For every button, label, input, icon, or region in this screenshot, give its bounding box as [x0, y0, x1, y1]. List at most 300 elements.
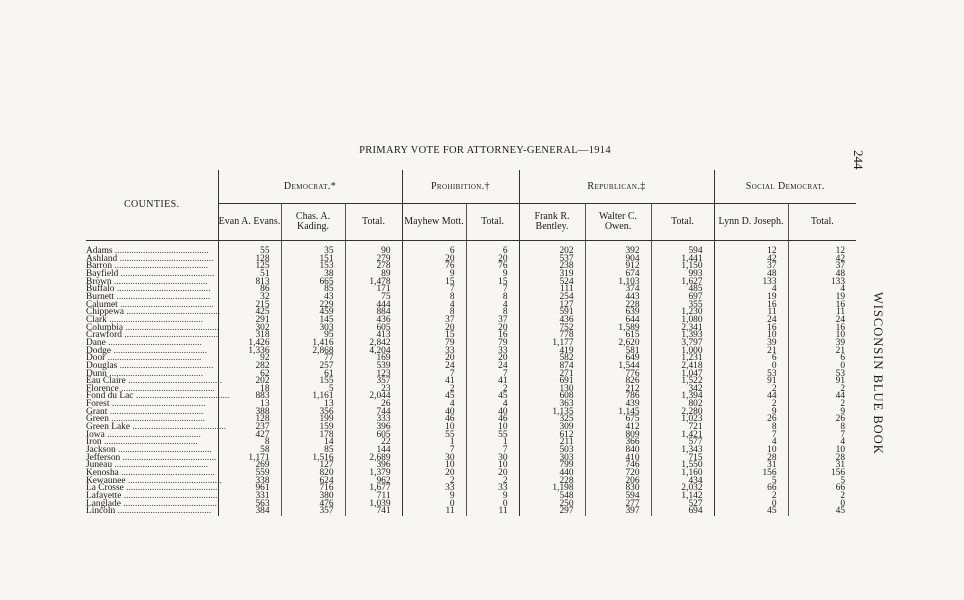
vote-cell: 2: [402, 386, 466, 394]
vote-cell: 12: [714, 241, 788, 256]
vote-cell: 1,000: [651, 348, 714, 356]
vote-cell: 237: [218, 424, 281, 432]
leader-dots: ........................................: [117, 299, 214, 310]
table-row: [86, 508, 856, 516]
vote-cell: 43: [281, 294, 345, 302]
vote-cell: 16: [714, 302, 788, 310]
vote-cell: 90: [345, 241, 402, 256]
vote-cell: 92: [218, 355, 281, 363]
county-name: Barron: [86, 261, 113, 272]
leader-dots: ........................................: [109, 399, 206, 410]
vote-cell: 297: [519, 508, 585, 516]
vote-cell: 39: [714, 340, 788, 348]
leader-dots: ........................................: [115, 506, 212, 517]
vote-cell: 45: [402, 393, 466, 401]
vote-cell: 4: [402, 302, 466, 310]
vote-cell: 20: [466, 355, 519, 363]
vote-cell: 2,620: [585, 340, 651, 348]
leader-dots: ........................................: [122, 322, 220, 333]
vote-cell: 357: [345, 378, 402, 386]
column-header: Total.: [788, 204, 856, 241]
vote-cell: 436: [519, 317, 585, 325]
leader-dots: ........................................: [112, 261, 209, 272]
vote-cell: 76: [466, 263, 519, 271]
vote-cell: 674: [585, 271, 651, 279]
vote-cell: 269: [218, 462, 281, 470]
vote-cell: 171: [345, 286, 402, 294]
vote-cell: 1,135: [519, 409, 585, 417]
vote-cell: 7: [466, 286, 519, 294]
leader-dots: ........................................: [117, 253, 214, 264]
party-header-democrat: Democrat.*: [218, 170, 402, 204]
vote-cell: 303: [519, 455, 585, 463]
county-name: Columbia: [86, 322, 123, 333]
vote-cell: 524: [519, 279, 585, 287]
vote-cell: 48: [714, 271, 788, 279]
vote-cell: 2,044: [345, 393, 402, 401]
vote-cell: 16: [466, 332, 519, 340]
vote-cell: 159: [281, 424, 345, 432]
vote-cell: 799: [519, 462, 585, 470]
vote-cell: 9: [402, 493, 466, 501]
vote-cell: 39: [835, 337, 846, 348]
vote-cell: 0: [402, 501, 466, 509]
vote-cell: 0: [840, 360, 846, 371]
vote-cell: 1,142: [651, 493, 714, 501]
vote-cell: 13: [218, 401, 281, 409]
vote-cell: 4: [840, 284, 846, 295]
table-row: [86, 348, 856, 356]
party-header-prohibition: Prohibition.†: [402, 170, 519, 204]
vote-cell: 271: [519, 371, 585, 379]
leader-dots: ........................................: [118, 468, 215, 479]
vote-cell: 1,677: [345, 485, 402, 493]
vote-cell: 86: [218, 286, 281, 294]
vote-cell: 302: [218, 325, 281, 333]
vote-cell: 7: [466, 371, 519, 379]
leader-dots: ........................................: [105, 353, 202, 364]
vote-cell: 1,426: [218, 340, 281, 348]
vote-cell: 1,379: [345, 470, 402, 478]
leader-dots: ........................................: [101, 437, 198, 448]
vote-cell: 66: [714, 485, 788, 493]
vote-cell: 608: [519, 393, 585, 401]
column-header: Total.: [651, 204, 714, 241]
vote-cell: 624: [281, 478, 345, 486]
vote-cell: 8: [714, 424, 788, 432]
vote-cell: 238: [519, 263, 585, 271]
vote-cell: 11: [402, 508, 466, 516]
vote-cell: 1,441: [651, 256, 714, 264]
county-name: Lafayette: [86, 491, 122, 501]
vote-cell: 10: [402, 462, 466, 470]
vote-cell: 133: [830, 276, 846, 287]
vote-cell: 10: [402, 424, 466, 432]
vote-cell: 37: [402, 317, 466, 325]
vote-cell: 333: [345, 416, 402, 424]
county-name: Grant: [86, 406, 108, 417]
vote-cell: 2: [714, 493, 788, 501]
vote-cell: 6: [840, 353, 846, 364]
vote-cell: 7: [840, 429, 846, 440]
vote-cell: 1,198: [519, 485, 585, 493]
vote-cell: 2,341: [651, 325, 714, 333]
county-name: Jefferson: [86, 452, 121, 463]
leader-dots: ........................................: [112, 246, 209, 256]
vote-cell: 2: [402, 478, 466, 486]
vote-cell: 33: [402, 485, 466, 493]
vote-cell: 202: [519, 241, 585, 256]
column-header: Total.: [345, 204, 402, 241]
vote-cell: 1: [466, 439, 519, 447]
vote-cell: 2: [840, 383, 846, 394]
vote-cell: 384: [218, 508, 281, 516]
vote-cell: 318: [218, 332, 281, 340]
vote-cell: 55: [218, 241, 281, 256]
leader-dots: ........................................: [117, 360, 214, 371]
vote-cell: 2,280: [651, 409, 714, 417]
vote-cell: 4: [714, 439, 788, 447]
vote-cell: 1,080: [651, 317, 714, 325]
vote-cell: 649: [585, 355, 651, 363]
vote-cell: 410: [585, 455, 651, 463]
leader-dots: ........................................: [124, 307, 221, 318]
vote-cell: 7: [714, 432, 788, 440]
page-title: PRIMARY VOTE FOR ATTORNEY-GENERAL—1914: [359, 145, 611, 156]
county-name: Iowa: [86, 429, 105, 440]
vote-cell: 228: [585, 302, 651, 310]
vote-cell: 1,544: [585, 363, 651, 371]
county-name: Eau Claire: [86, 376, 126, 387]
vote-cell: 9: [466, 271, 519, 279]
county-name: Forest: [86, 399, 110, 410]
vote-cell: 581: [585, 348, 651, 356]
vote-cell: 85: [281, 447, 345, 455]
vote-cell: 577: [651, 439, 714, 447]
vote-cell: 23: [345, 386, 402, 394]
vote-cell: 44: [835, 391, 846, 402]
county-name: Green: [86, 414, 109, 425]
vote-cell: 1,516: [281, 455, 345, 463]
vote-cell: 46: [402, 416, 466, 424]
vote-cell: 503: [519, 447, 585, 455]
vote-cell: 45: [835, 506, 846, 517]
column-header: Frank R. Bentley.: [519, 204, 585, 241]
leader-dots: ........................................: [118, 268, 215, 279]
vote-cell: 4: [466, 401, 519, 409]
vote-cell: 11: [835, 307, 846, 318]
vote-cell: 694: [651, 508, 714, 516]
vote-cell: 11: [714, 309, 788, 317]
vote-cell: 993: [651, 271, 714, 279]
vote-cell: 76: [402, 263, 466, 271]
vote-cell: 813: [218, 279, 281, 287]
vote-cell: 374: [585, 286, 651, 294]
vote-cell: 961: [218, 485, 281, 493]
vote-cell: 439: [585, 401, 651, 409]
vote-cell: 3,797: [651, 340, 714, 348]
county-name: Ashland: [86, 253, 118, 264]
vote-cell: 1,039: [345, 501, 402, 509]
county-name: La Crosse: [86, 483, 124, 494]
vote-cell: 38: [281, 271, 345, 279]
vote-cell: 0: [466, 501, 519, 509]
vote-cell: 46: [466, 416, 519, 424]
column-header: Walter C. Owen.: [585, 204, 651, 241]
leader-dots: ........................................: [106, 314, 203, 325]
vote-cell: 741: [345, 508, 402, 516]
vote-cell: 10: [835, 330, 846, 341]
vote-cell: 7: [402, 371, 466, 379]
vote-cell: 396: [345, 462, 402, 470]
vote-cell: 331: [218, 493, 281, 501]
county-name: Kewaunee: [86, 475, 126, 486]
vote-cell: 883: [218, 393, 281, 401]
vote-cell: 1: [402, 439, 466, 447]
party-header-social-democrat: Social Democrat.: [714, 170, 856, 204]
vote-cell: 1,161: [281, 393, 345, 401]
vote-cell: 44: [714, 393, 788, 401]
vote-cell: 319: [519, 271, 585, 279]
vote-cell: 746: [585, 462, 651, 470]
counties-header: COUNTIES.: [86, 170, 218, 241]
vote-cell: 8: [466, 294, 519, 302]
county-name: Langlade: [86, 498, 121, 509]
county-name: Dunn: [86, 368, 107, 379]
vote-cell: 40: [402, 409, 466, 417]
vote-cell: 279: [345, 256, 402, 264]
vote-cell: 559: [218, 470, 281, 478]
vote-cell: 2: [840, 399, 846, 410]
vote-cell: 721: [651, 424, 714, 432]
vote-cell: 7: [402, 447, 466, 455]
vote-cell: 20: [402, 470, 466, 478]
vote-cell: 11: [466, 508, 519, 516]
vote-cell: 826: [585, 378, 651, 386]
vote-cell: 309: [519, 424, 585, 432]
vote-cell: 591: [519, 309, 585, 317]
vote-cell: 24: [402, 363, 466, 371]
column-header: Mayhew Mott.: [402, 204, 466, 241]
vote-cell: 1,150: [651, 263, 714, 271]
vote-cell: 397: [585, 508, 651, 516]
vote-cell: 178: [281, 432, 345, 440]
vote-cell: 338: [218, 478, 281, 486]
vote-cell: 0: [840, 498, 846, 509]
vote-cell: 19: [714, 294, 788, 302]
vote-cell: 8: [402, 294, 466, 302]
vote-cell: 1,171: [218, 455, 281, 463]
vote-cell: 32: [218, 294, 281, 302]
leader-dots: ........................................: [115, 445, 212, 456]
primary-vote-table: [86, 170, 856, 516]
vote-cell: 594: [585, 493, 651, 501]
vote-cell: 19: [835, 291, 846, 302]
vote-cell: 15: [466, 279, 519, 287]
vote-cell: 5: [281, 386, 345, 394]
vote-cell: 363: [519, 401, 585, 409]
vote-cell: 5: [714, 478, 788, 486]
vote-cell: 45: [714, 508, 788, 516]
county-name: Door: [86, 353, 106, 364]
vote-cell: 21: [835, 345, 846, 356]
county-name: Dane: [86, 337, 106, 348]
vote-cell: 151: [281, 256, 345, 264]
vote-cell: 1,177: [519, 340, 585, 348]
vote-cell: 962: [345, 478, 402, 486]
vote-cell: 612: [519, 432, 585, 440]
vote-cell: 79: [402, 340, 466, 348]
page-number: 244: [851, 150, 866, 170]
vote-cell: 303: [281, 325, 345, 333]
vote-cell: 325: [519, 416, 585, 424]
vote-cell: 2: [714, 386, 788, 394]
vote-cell: 10: [466, 424, 519, 432]
vote-cell: 212: [585, 386, 651, 394]
vote-cell: 639: [585, 309, 651, 317]
vote-cell: 443: [585, 294, 651, 302]
vote-cell: 527: [651, 501, 714, 509]
vote-cell: 0: [714, 501, 788, 509]
vote-rows: [86, 241, 856, 516]
running-book-title: WISCONSIN BLUE BOOK: [871, 292, 885, 455]
vote-cell: 1,231: [651, 355, 714, 363]
leader-dots: ........................................: [120, 498, 217, 509]
vote-cell: 8: [402, 309, 466, 317]
vote-cell: 9: [466, 493, 519, 501]
vote-cell: 211: [519, 439, 585, 447]
vote-cell: 24: [714, 317, 788, 325]
vote-cell: 7: [402, 286, 466, 294]
county-name: Kenosha: [86, 468, 119, 479]
vote-cell: 37: [835, 261, 846, 272]
vote-cell: 16: [835, 299, 846, 310]
vote-cell: 4: [840, 437, 846, 448]
vote-cell: 6: [466, 241, 519, 256]
leader-dots: ........................................: [129, 422, 227, 433]
county-name: Lincoln: [86, 506, 116, 517]
vote-cell: 9: [840, 406, 846, 417]
vote-cell: 548: [519, 493, 585, 501]
vote-cell: 2: [840, 491, 846, 501]
leader-dots: ........................................: [104, 429, 201, 440]
vote-cell: 45: [466, 393, 519, 401]
vote-cell: 48: [835, 268, 846, 279]
vote-cell: 20: [402, 325, 466, 333]
vote-cell: 537: [519, 256, 585, 264]
vote-cell: 215: [218, 302, 281, 310]
vote-cell: 4: [466, 302, 519, 310]
leader-dots: ........................................: [111, 345, 208, 356]
vote-cell: 366: [585, 439, 651, 447]
vote-cell: 665: [281, 279, 345, 287]
county-name: Green Lake: [86, 422, 130, 433]
vote-cell: 4: [714, 286, 788, 294]
vote-cell: 16: [714, 325, 788, 333]
vote-cell: 356: [281, 409, 345, 417]
vote-cell: 1,550: [651, 462, 714, 470]
leader-dots: ........................................: [125, 475, 222, 486]
county-name: Clark: [86, 314, 107, 325]
vote-cell: 20: [466, 256, 519, 264]
vote-cell: 37: [714, 263, 788, 271]
vote-cell: 1,023: [651, 416, 714, 424]
vote-cell: 250: [519, 501, 585, 509]
vote-cell: 42: [714, 256, 788, 264]
vote-cell: 419: [519, 348, 585, 356]
vote-cell: 55: [466, 432, 519, 440]
vote-cell: 9: [714, 409, 788, 417]
county-name: Burnett: [86, 291, 115, 302]
vote-cell: 594: [651, 241, 714, 256]
vote-cell: 130: [519, 386, 585, 394]
vote-cell: 1,589: [585, 325, 651, 333]
vote-cell: 539: [345, 363, 402, 371]
county-name: Crawford: [86, 330, 122, 341]
vote-cell: 62: [218, 371, 281, 379]
vote-cell: 53: [835, 368, 846, 379]
vote-cell: 7: [466, 447, 519, 455]
vote-cell: 2,418: [651, 363, 714, 371]
vote-cell: 125: [218, 263, 281, 271]
vote-cell: 776: [585, 371, 651, 379]
vote-cell: 0: [714, 363, 788, 371]
leader-dots: ........................................: [111, 276, 208, 287]
vote-cell: 282: [218, 363, 281, 371]
leader-dots: ........................................: [114, 284, 211, 295]
county-name: Douglas: [86, 360, 118, 371]
leader-dots: ........................................: [121, 330, 219, 341]
vote-cell: 436: [345, 317, 402, 325]
vote-cell: 24: [835, 314, 846, 325]
county-name: Calumet: [86, 299, 118, 310]
vote-cell: 206: [585, 478, 651, 486]
vote-cell: 4,204: [345, 348, 402, 356]
vote-cell: 26: [714, 416, 788, 424]
vote-cell: 1,160: [651, 470, 714, 478]
vote-cell: 357: [281, 508, 345, 516]
vote-cell: 111: [519, 286, 585, 294]
vote-cell: 15: [402, 279, 466, 287]
vote-cell: 2,868: [281, 348, 345, 356]
vote-cell: 10: [714, 447, 788, 455]
vote-cell: 644: [585, 317, 651, 325]
vote-cell: 77: [281, 355, 345, 363]
vote-cell: 5: [840, 475, 846, 486]
vote-cell: 53: [714, 371, 788, 379]
vote-cell: 15: [402, 332, 466, 340]
vote-cell: 605: [345, 432, 402, 440]
vote-cell: 31: [714, 462, 788, 470]
vote-cell: 840: [585, 447, 651, 455]
vote-cell: 711: [345, 493, 402, 501]
vote-cell: 13: [281, 401, 345, 409]
vote-cell: 1,522: [651, 378, 714, 386]
vote-cell: 1,145: [585, 409, 651, 417]
vote-cell: 18: [218, 386, 281, 394]
leader-dots: ........................................: [120, 452, 217, 463]
vote-cell: 1,478: [345, 279, 402, 287]
vote-cell: 912: [585, 263, 651, 271]
vote-cell: 228: [519, 478, 585, 486]
vote-cell: 1,627: [651, 279, 714, 287]
vote-cell: 2: [714, 401, 788, 409]
vote-cell: 2,689: [345, 455, 402, 463]
vote-cell: 14: [281, 439, 345, 447]
vote-cell: 1,393: [651, 332, 714, 340]
vote-cell: 563: [218, 501, 281, 509]
vote-cell: 412: [585, 424, 651, 432]
